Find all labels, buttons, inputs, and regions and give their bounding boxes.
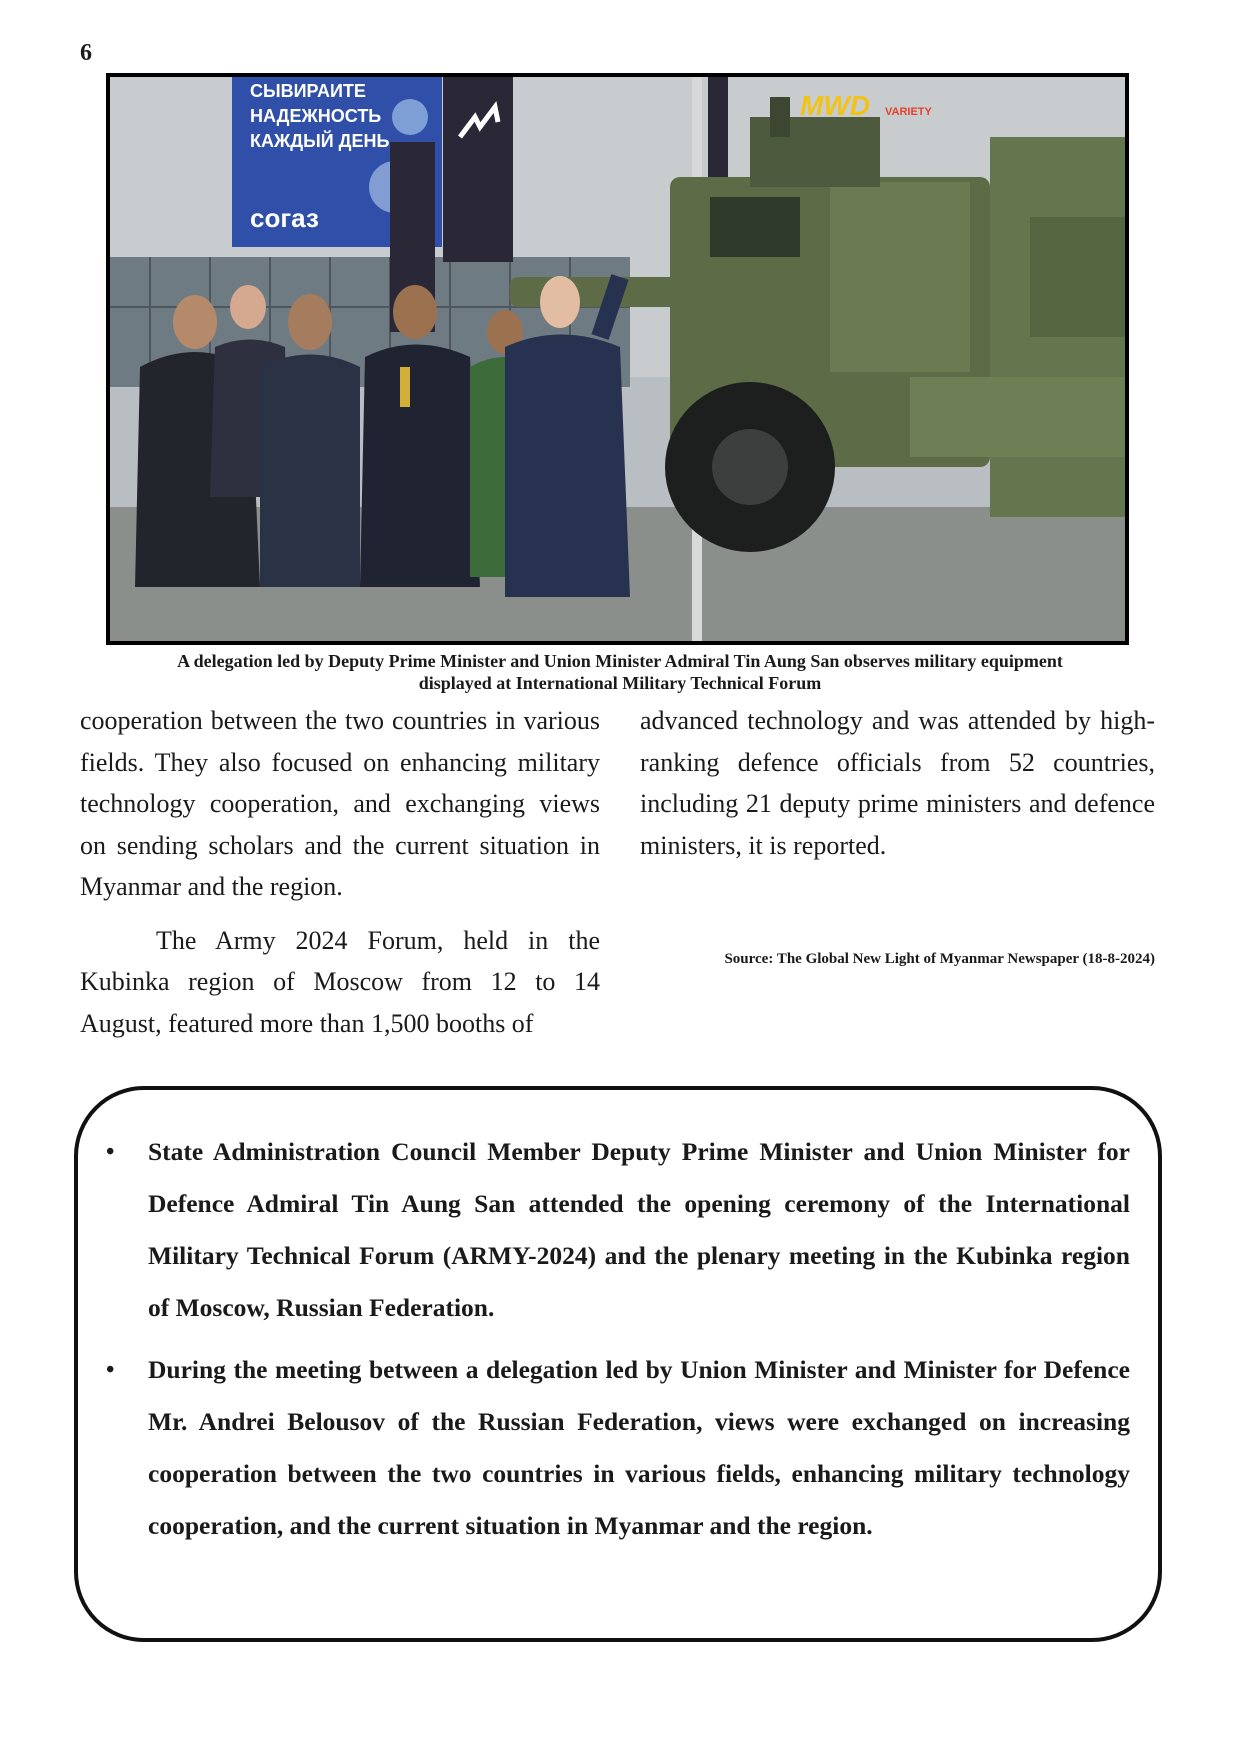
article-paragraph: advanced technology and was attended by high-ranking defence officials from 52 countries, including 21 deputy prime ministers and defence ministers, it is reported.	[640, 706, 1155, 860]
bullet-icon: •	[106, 1357, 115, 1383]
watermark-logo: MWD	[800, 90, 870, 121]
banner-brand: согаз	[250, 203, 319, 233]
watermark-sub: VARIETY	[885, 106, 932, 118]
article-left-column	[80, 700, 600, 1044]
banner-line-1: СЫВИРАИТЕ	[250, 81, 366, 101]
photo-caption	[100, 650, 1140, 694]
banner-line-2: НАДЕЖНОСТЬ	[250, 106, 382, 126]
article-paragraph: cooperation between the two countries in various fields. They also focused on enhancing military technology cooperation, and exchanging views on sending scholars and the current situation in Myanmar and the region.	[80, 706, 600, 901]
summary-bullet-item	[106, 1126, 1130, 1334]
banner-line-3: КАЖДЫЙ ДЕНЬ	[250, 131, 390, 151]
page-number: 6	[80, 40, 92, 66]
summary-list	[106, 1126, 1130, 1562]
summary-bullet-text: State Administration Council Member Deputy Prime Minister and Union Minister for Defence Admiral Tin Aung San attended the opening ceremony of the International Military Technical Forum (ARMY-2024) and the plenary meeting in the Kubinka region of Moscow, Russian Federation.	[148, 1137, 1130, 1322]
caption-line-1: A delegation led by Deputy Prime Minister and Union Minister Admiral Tin Aung San observes military equipment	[177, 651, 1063, 671]
summary-box	[74, 1086, 1162, 1642]
photo-illustration	[110, 77, 1125, 641]
news-photo	[106, 73, 1129, 645]
summary-bullet-text: During the meeting between a delegation led by Union Minister and Minister for Defence Mr. Andrei Belousov of the Russian Federation, views were exchanged on increasing cooperation between the two countries in various fields, enhancing military technology cooperation, and the current situation in Myanmar and the region.	[148, 1355, 1130, 1540]
article-right-column	[640, 700, 1155, 866]
caption-line-2: displayed at International Military Technical Forum	[418, 673, 822, 693]
bullet-icon: •	[106, 1139, 115, 1165]
source-citation: Source: The Global New Light of Myanmar Newspaper (18-8-2024)	[724, 951, 1155, 967]
article-paragraph: The Army 2024 Forum, held in the Kubinka region of Moscow from 12 to 14 August, featured more than 1,500 booths of	[80, 925, 600, 1038]
summary-bullet-item	[106, 1344, 1130, 1552]
